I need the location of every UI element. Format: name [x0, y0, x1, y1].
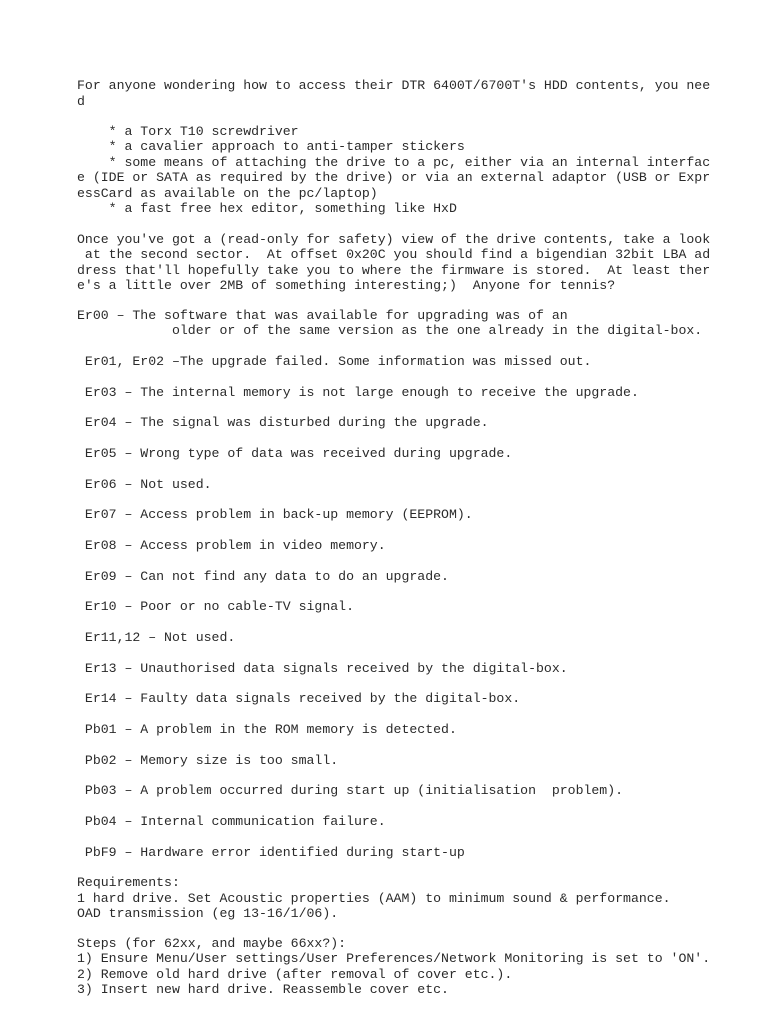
intro-line: d [77, 94, 85, 109]
error-code-er13: Er13 – Unauthorised data signals received by the digital-box. [77, 661, 568, 676]
error-code-er01-er02: Er01, Er02 –The upgrade failed. Some information was missed out. [77, 354, 592, 369]
error-code-er05: Er05 – Wrong type of data was received during upgrade. [77, 446, 513, 461]
step-item-2: 2) Remove old hard drive (after removal of cover etc.). [77, 967, 513, 982]
requirements-heading: Requirements: [77, 875, 180, 890]
sector-paragraph-line: at the second sector. At offset 0x20C you should find a bigendian 32bit LBA ad [77, 247, 711, 262]
sector-paragraph-line: e's a little over 2MB of something interesting;) Anyone for tennis? [77, 278, 616, 293]
error-code-er07: Er07 – Access problem in back-up memory (EEPROM). [77, 507, 473, 522]
step-item-1: 1) Ensure Menu/User settings/User Preferences/Network Monitoring is set to 'ON'. [77, 951, 711, 966]
error-code-er04: Er04 – The signal was disturbed during the upgrade. [77, 415, 489, 430]
bullet-item-stickers: * a cavalier approach to anti-tamper stickers [77, 139, 465, 154]
sector-paragraph-line: Once you've got a (read-only for safety) view of the drive contents, take a look [77, 232, 711, 247]
error-code-er00: Er00 – The software that was available for upgrading was of an [77, 308, 568, 323]
error-code-er08: Er08 – Access problem in video memory. [77, 538, 386, 553]
requirements-line: OAD transmission (eg 13-16/1/06). [77, 906, 339, 921]
error-code-er00-cont: older or of the same version as the one already in the digital-box. [77, 323, 703, 338]
error-code-pb03: Pb03 – A problem occurred during start up (initialisation problem). [77, 783, 624, 798]
error-code-pb02: Pb02 – Memory size is too small. [77, 753, 339, 768]
requirements-line: 1 hard drive. Set Acoustic properties (AAM) to minimum sound & performance. [77, 891, 671, 906]
error-code-er09: Er09 – Can not find any data to do an upgrade. [77, 569, 449, 584]
error-code-er03: Er03 – The internal memory is not large enough to receive the upgrade. [77, 385, 639, 400]
error-code-pb04: Pb04 – Internal communication failure. [77, 814, 386, 829]
error-code-pbf9: PbF9 – Hardware error identified during start-up [77, 845, 465, 860]
error-code-er06: Er06 – Not used. [77, 477, 212, 492]
error-code-er11-12: Er11,12 – Not used. [77, 630, 236, 645]
error-code-er14: Er14 – Faulty data signals received by the digital-box. [77, 691, 521, 706]
bullet-item-interface-cont: e (IDE or SATA as required by the drive) or via an external adaptor (USB or Expr [77, 170, 711, 185]
step-item-3: 3) Insert new hard drive. Reassemble cover etc. [77, 982, 449, 997]
bullet-item-interface-cont: essCard as available on the pc/laptop) [77, 186, 378, 201]
bullet-item-screwdriver: * a Torx T10 screwdriver [77, 124, 299, 139]
bullet-item-hex-editor: * a fast free hex editor, something like HxD [77, 201, 457, 216]
steps-heading: Steps (for 62xx, and maybe 66xx?): [77, 936, 347, 951]
sector-paragraph-line: dress that'll hopefully take you to where the firmware is stored. At least ther [77, 263, 711, 278]
intro-line: For anyone wondering how to access their DTR 6400T/6700T's HDD contents, you nee [77, 78, 711, 93]
bullet-item-interface: * some means of attaching the drive to a pc, either via an internal interfac [77, 155, 711, 170]
error-code-pb01: Pb01 – A problem in the ROM memory is detected. [77, 722, 457, 737]
error-code-er10: Er10 – Poor or no cable-TV signal. [77, 599, 354, 614]
